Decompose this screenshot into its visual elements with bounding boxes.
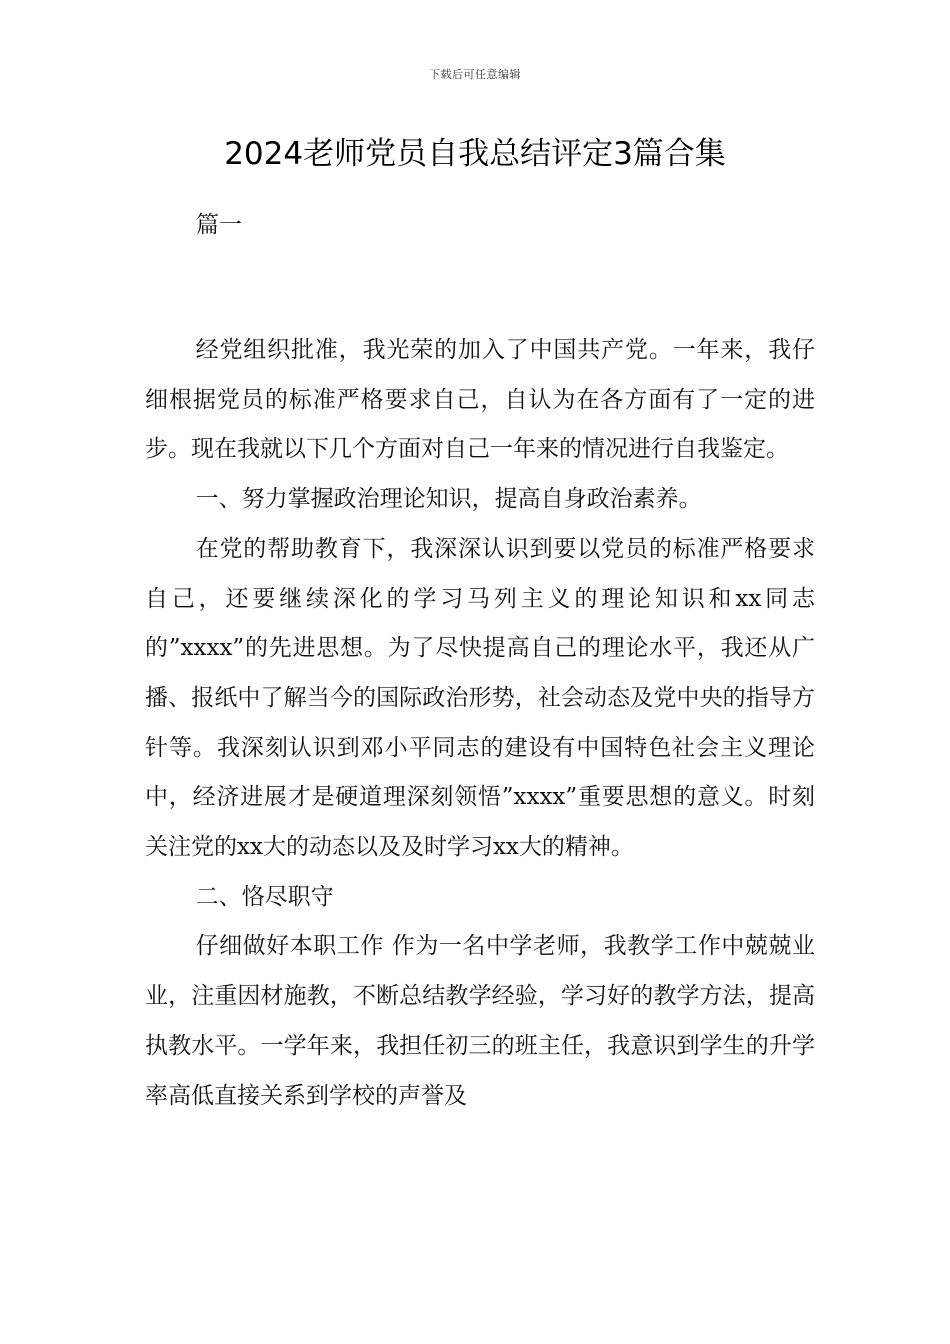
paragraph-theory: 在党的帮助教育下，我深深认识到要以党员的标准严格要求自己，还要继续深化的学习马列主义的理论知识和xx同志的”xxxx”的先进思想。为了尽快提高自己的理论水平，我还从广播、报纸中了解当今的国际政治形势，社会动态及党中央的指导方针等。我深刻认识到邓小平同志的建设有中国特色社会主义理论中，经济进展才是硬道理深刻领悟”xxxx”重要思想的意义。时刻关注党的xx大的动态以及及时学习xx大的精神。 <box>145 535 815 861</box>
document-body <box>145 326 815 1121</box>
paragraph-intro: 经党组织批准，我光荣的加入了中国共产党。一年来，我仔细根据党员的标准严格要求自己，自认为在各方面有了一定的进步。现在我就以下几个方面对自己一年来的情况进行自我鉴定。 <box>145 337 815 463</box>
heading-section-1: 一、努力掌握政治理论知识，提高自身政治素养。 <box>195 486 702 513</box>
paragraph-duty: 仔细做好本职工作 作为一名中学老师，我教学工作中兢兢业业，注重因材施教，不断总结教学经验，学习好的教学方法，提高执教水平。一学年来，我担任初三的班主任，我意识到学生的升学率高低直接关系到学校的声誉及 <box>145 933 815 1109</box>
section-label: 篇一 <box>196 212 242 238</box>
heading-section-2: 二、恪尽职守 <box>195 883 334 910</box>
header-note: 下载后可任意编辑 <box>429 68 521 81</box>
document-title: 2024老师党员自我总结评定3篇合集 <box>224 136 726 172</box>
